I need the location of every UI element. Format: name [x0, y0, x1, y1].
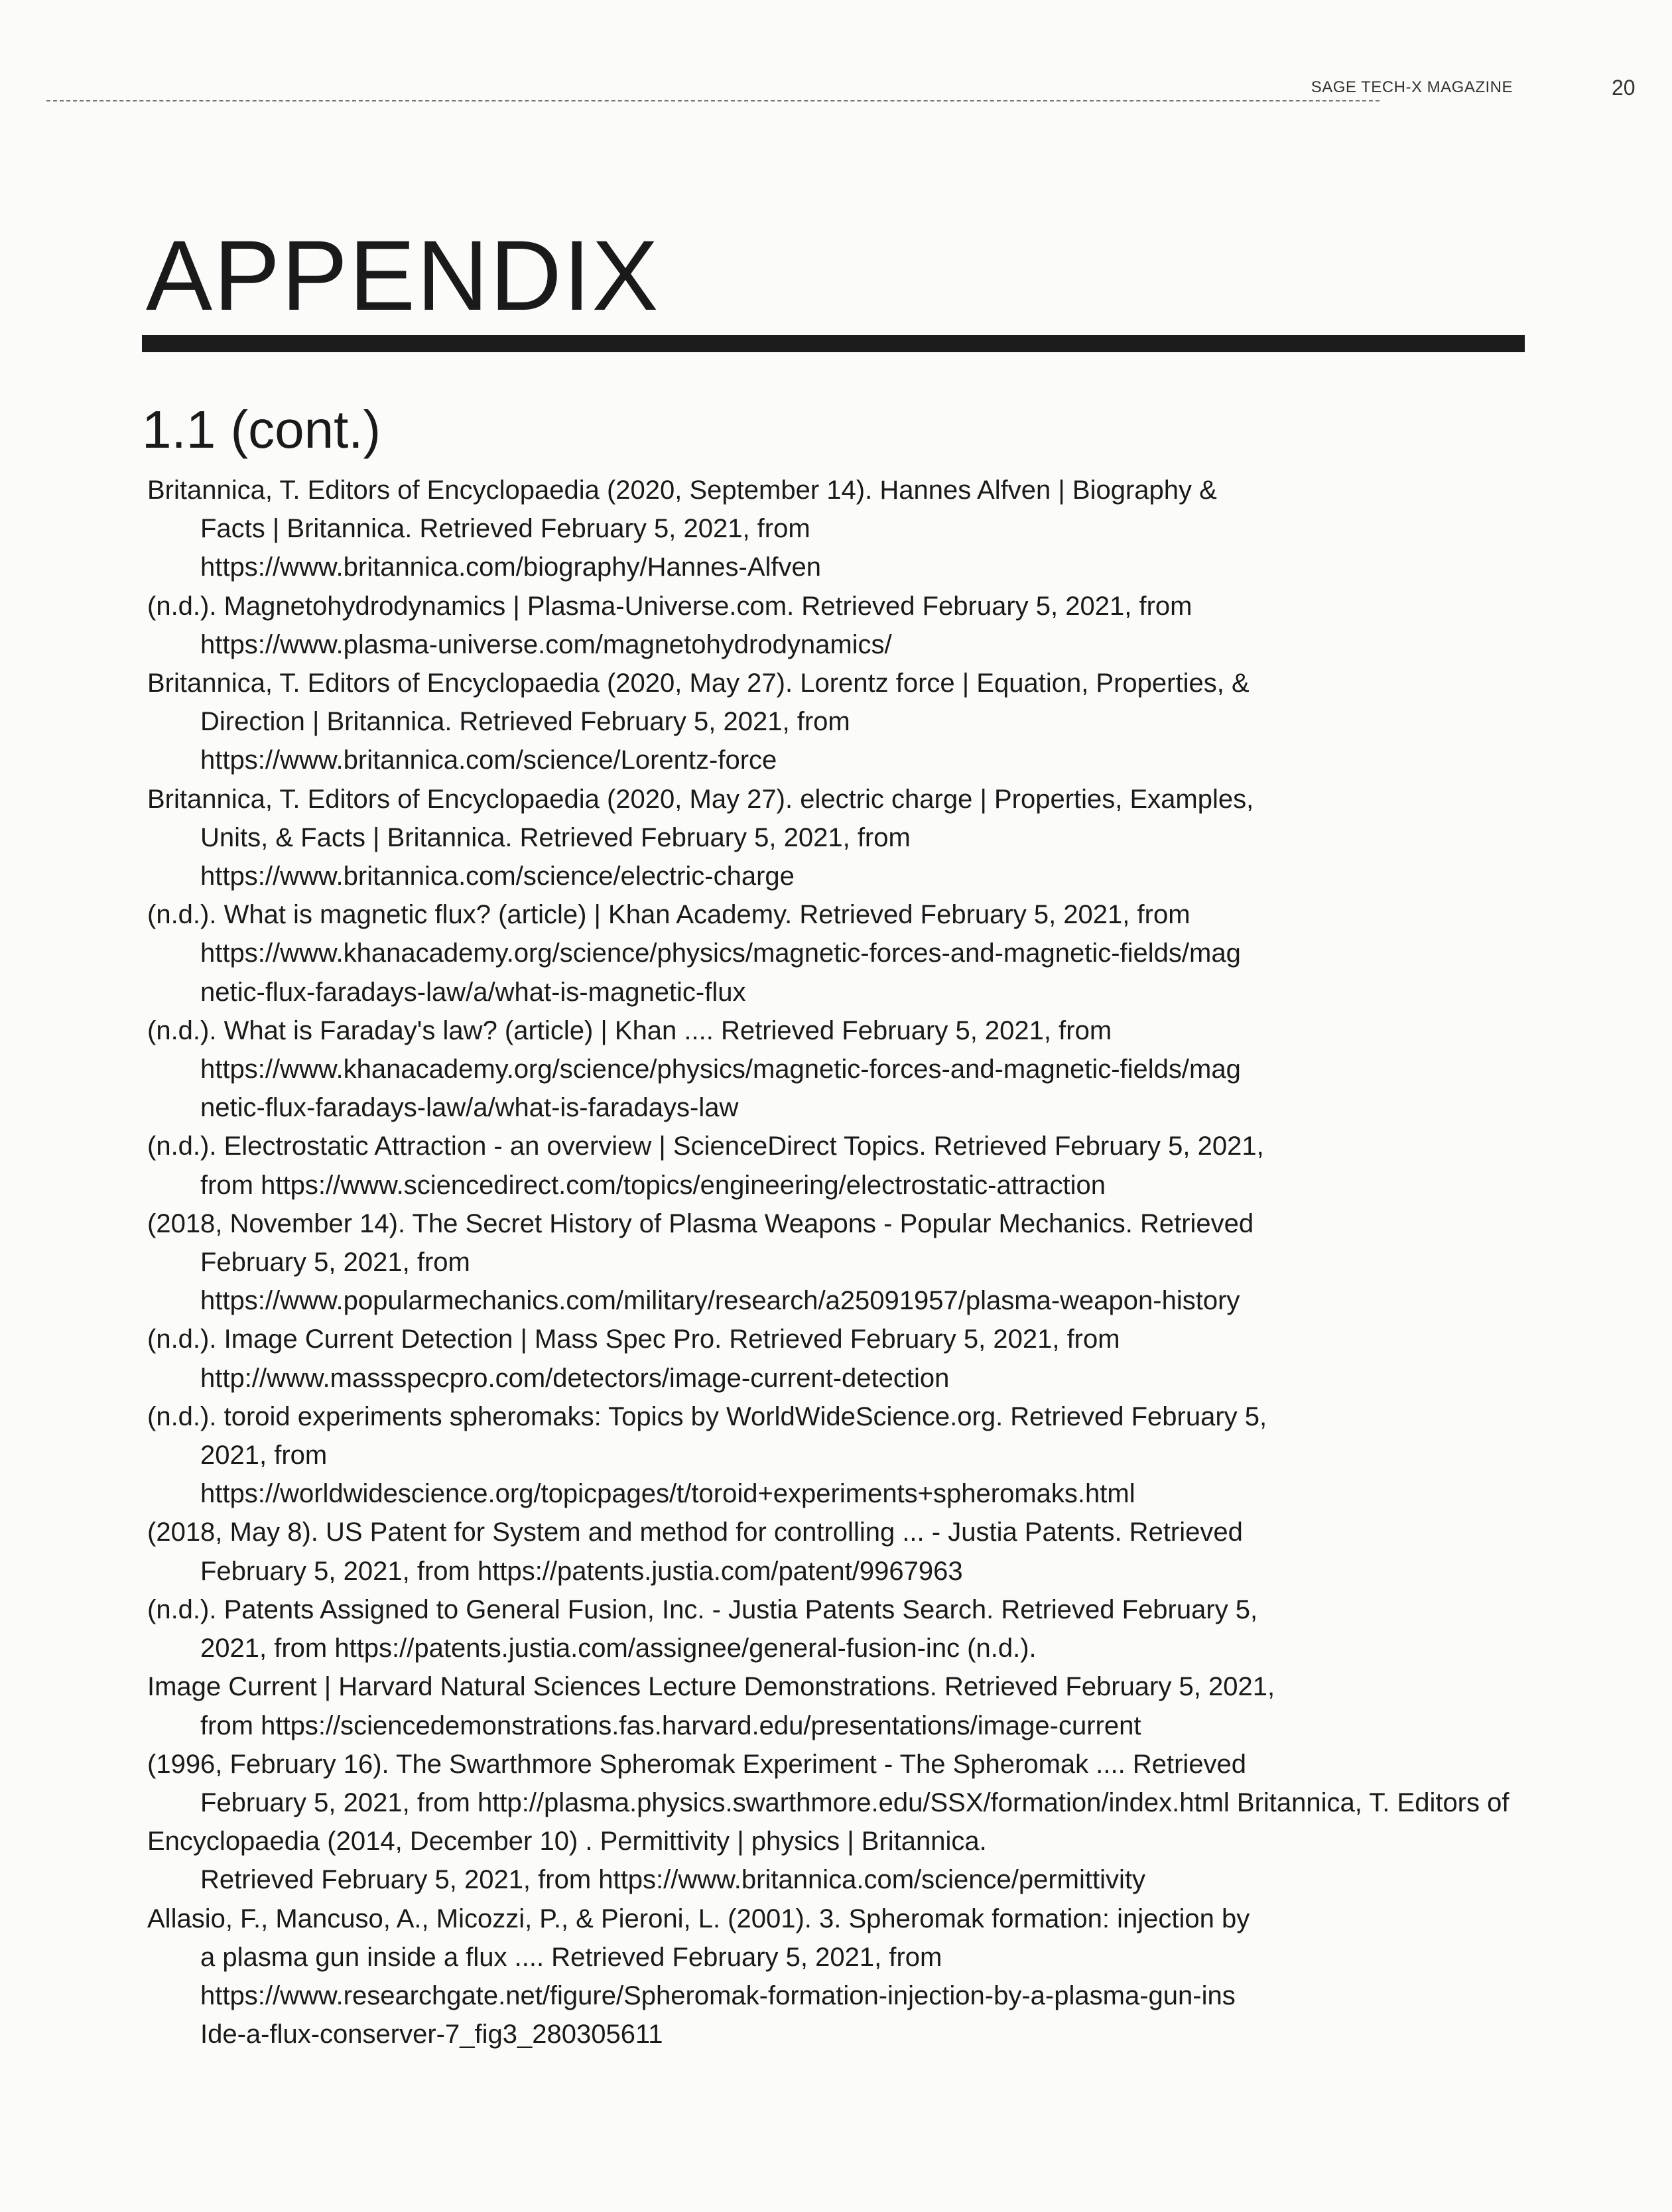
reference-item: Britannica, T. Editors of Encyclopaedia (2020, May 27). Lorentz force | Equation, Properties, & Direction | Britannica. Retrieved February 5, 2021, from https://www.britannica.com/science/Lorentz-force: [147, 669, 1250, 775]
reference-item: (2018, May 8). US Patent for System and method for controlling ... - Justia Patents. Retrieved February 5, 2021, from https://patents.justia.com/patent/9967963: [147, 1518, 1243, 1586]
reference-item: (n.d.). Image Current Detection | Mass Spec Pro. Retrieved February 5, 2021, from http://www.massspecpro.com/detectors/image-current-detection: [147, 1325, 1120, 1393]
header-rule: [46, 100, 1380, 101]
reference-item: (n.d.). Magnetohydrodynamics | Plasma-Universe.com. Retrieved February 5, 2021, from https://www.plasma-universe.com/magnetohydrodynamics/: [147, 591, 1192, 659]
reference-item: (n.d.). Patents Assigned to General Fusion, Inc. - Justia Patents Search. Retrieved February 5, 2021, from https://patents.justia.com/assignee/general-fusion-inc (n.d.).: [147, 1594, 1258, 1663]
title-underline-bar: [142, 335, 1525, 352]
reference-item: (n.d.). What is Faraday's law? (article) | Khan .... Retrieved February 5, 2021, from https://www.khanacademy.org/science/physics/magnetic-forces-and-magnetic-fields/mag netic-flux-faradays-law/a/what-is-faradays-law: [147, 1015, 1241, 1123]
reference-item: Allasio, F., Mancuso, A., Micozzi, P., & Pieroni, L. (2001). 3. Spheromak formation: injection by a plasma gun inside a flux .... Retrieved February 5, 2021, from https://www.researchgate.net/figure/Spheromak-formation-injection-by-a-plasma-gun-ins Ide-a-flux-conserver-7_fig3_280305611: [147, 1904, 1250, 2049]
section-heading: 1.1 (cont.): [142, 400, 381, 459]
reference-item: (n.d.). toroid experiments spheromaks: Topics by WorldWideScience.org. Retrieved February 5, 2021, from https://worldwidescience.org/topicpages/t/toroid+experiments+spheromaks.html: [147, 1401, 1267, 1509]
reference-item: (2018, November 14). The Secret History of Plasma Weapons - Popular Mechanics. Retrieved February 5, 2021, from https://www.popularmechanics.com/military/research/a25091957/plasma-weapon-history: [147, 1208, 1254, 1316]
reference-item: (n.d.). What is magnetic flux? (article) | Khan Academy. Retrieved February 5, 2021, from https://www.khanacademy.org/science/physics/magnetic-forces-and-magnetic-fields/mag netic-flux-faradays-law/a/what-is-magnetic-flux: [147, 900, 1241, 1007]
reference-item: Britannica, T. Editors of Encyclopaedia (2020, May 27). electric charge | Properties, Examples, Units, & Facts | Britannica. Retrieved February 5, 2021, from https://www.britannica.com/science/electric-charge: [147, 784, 1254, 891]
reference-item: Encyclopaedia (2014, December 10) . Permittivity | physics | Britannica. Retrieved February 5, 2021, from https://www.britannica.com/science/permittivity: [147, 1827, 1145, 1895]
reference-item: (1996, February 16). The Swarthmore Spheromak Experiment - The Spheromak .... Retrieved February 5, 2021, from http://plasma.physics.swarthmore.edu/SSX/formation/index.html Britannica, T. Editors of: [147, 1749, 1510, 1817]
publication-name: SAGE TECH-X MAGAZINE: [1311, 78, 1513, 96]
reference-item: (n.d.). Electrostatic Attraction - an overview | ScienceDirect Topics. Retrieved February 5, 2021, from https://www.sciencedirect.com/topics/engineering/electrostatic-attraction: [147, 1132, 1264, 1200]
reference-item: Britannica, T. Editors of Encyclopaedia (2020, September 14). Hannes Alfven | Biography & Facts | Britannica. Retrieved February 5, 2021, from https://www.britannica.com/biography/Hannes-Alfven: [147, 476, 1217, 582]
reference-list: [147, 471, 1540, 2053]
reference-item: Image Current | Harvard Natural Sciences Lecture Demonstrations. Retrieved February 5, 2021, from https://sciencedemonstrations.fas.harvard.edu/presentations/image-current: [147, 1672, 1275, 1740]
page-title: APPENDIX: [146, 220, 660, 331]
page-number: 20: [1612, 76, 1636, 99]
